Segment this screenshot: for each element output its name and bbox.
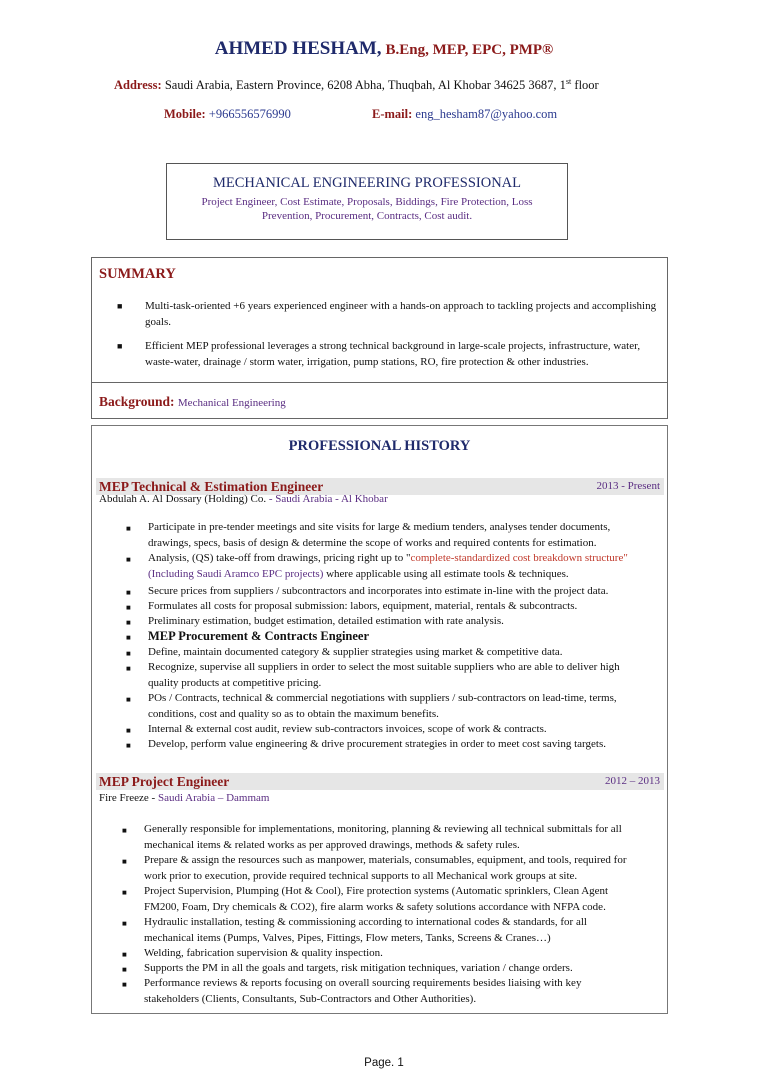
email-label: E-mail:	[372, 107, 413, 121]
company-location: - Saudi Arabia - Al Khobar	[266, 493, 388, 505]
address-value: Saudi Arabia, Eastern Province, 6208 Abha, Thuqbah, Al Khobar 34625 3687, 1	[164, 78, 566, 93]
duty-item: ■ Performance reviews & reports focusing on overall sourcing requirements besides liaising with key stakeholders (Clients, Consultants, Sub-Contractors and Other Authorities).	[122, 977, 582, 1005]
headline-title: MECHANICAL ENGINEERING PROFESSIONAL	[213, 175, 521, 191]
summary-section	[91, 257, 668, 419]
duty-item: ■ Recognize, supervise all suppliers in order to select the most suitable suppliers who are able to deliver high quality products at competitive pricing.	[126, 661, 620, 689]
square-bullet-icon: ■	[126, 649, 131, 658]
duty-item: ■ Prepare & assign the resources such as manpower, materials, consumables, equipment, and tools, required for work prior to execution, provide required technical supports to all Mechanical work groups at site.	[122, 854, 627, 882]
duty-item: ■ Define, maintain documented category & supplier strategies using market & competitive data.	[126, 645, 636, 661]
background-value: Mechanical Engineering	[177, 397, 286, 409]
address-sup: st	[565, 77, 572, 86]
summary-item: ■ Efficient MEP professional leverages a strong technical background in large-scale projects, infrastructure, water, waste-water, drainage / storm water, irrigation, pump stations, RO, fire protection & other industries.	[117, 340, 641, 368]
duty-item: ■ Formulates all costs for proposal submission: labors, equipment, material, rentals & subcontracts.	[126, 599, 636, 615]
role-title: MEP Project Engineer	[99, 774, 230, 789]
address-label: Address:	[114, 78, 162, 93]
square-bullet-icon: ■	[126, 618, 131, 627]
mobile-label: Mobile:	[164, 107, 206, 121]
square-bullet-icon: ■	[126, 603, 131, 612]
background-label: Background:	[99, 394, 175, 409]
square-bullet-icon: ■	[122, 980, 127, 989]
square-bullet-icon: ■	[122, 950, 127, 959]
role-dates: 2012 – 2013	[605, 775, 660, 787]
page-number: Page. 1	[364, 1057, 404, 1069]
role-title: MEP Technical & Estimation Engineer	[99, 479, 324, 494]
square-bullet-icon: ■	[126, 695, 131, 704]
square-bullet-icon: ■	[122, 826, 127, 835]
role-header	[96, 773, 664, 790]
square-bullet-icon: ■	[126, 726, 131, 735]
address-line	[114, 77, 599, 93]
square-bullet-icon: ■	[126, 664, 131, 673]
duty-item: ■ Preliminary estimation, budget estimation, detailed estimation with rate analysis.	[126, 614, 636, 630]
duty-item: ■ Project Supervision, Plumping (Hot & Cool), Fire protection systems (Automatic sprinklers, Clean Agent FM200, Foam, Dry chemicals & CO2), fire alarm works & safety solutions accordance with NFPA code.	[122, 885, 609, 913]
company-line	[99, 792, 269, 804]
square-bullet-icon: ■	[126, 524, 131, 533]
mobile-value[interactable]: +966556576990	[208, 107, 291, 121]
company-separator: -	[148, 792, 158, 804]
headline-tags: Project Engineer, Cost Estimate, Proposals, Biddings, Fire Protection, Loss Prevention, Procurement, Contracts, Cost audit.	[201, 196, 533, 222]
square-bullet-icon: ■	[122, 888, 127, 897]
company-name: Fire Freeze	[99, 792, 149, 804]
divider	[92, 382, 667, 383]
square-bullet-icon: ■	[126, 633, 131, 642]
duty-item: ■ Analysis, (QS) take-off from drawings, pricing right up to "complete-standardized cost breakdown structure" (Including Saudi Aramco EPC projects) where applicable using all estimate tools & techniques.	[126, 552, 628, 580]
summary-item: ■ Multi-task-oriented +6 years experienced engineer with a hands-on approach to tackling projects and accomplishing goals.	[117, 300, 657, 328]
square-bullet-icon: ■	[126, 588, 131, 597]
history-section	[91, 425, 668, 1014]
square-bullet-icon: ■	[117, 301, 123, 311]
contact-line	[164, 107, 664, 122]
address-suffix: floor	[571, 78, 599, 93]
duty-item: ■ Generally responsible for implementations, monitoring, planning & reviewing all technical submittals for all mechanical items & related works as per approved drawings, methods & safety rules.	[122, 823, 622, 851]
background-line	[99, 394, 286, 410]
duty-item: ■ Hydraulic installation, testing & commissioning according to international codes & standards, for all mechanical items (Pumps, Valves, Pipes, Fittings, Flow meters, Tanks, Screens & Cranes…)	[122, 916, 587, 944]
duty-item: ■ MEP Procurement & Contracts Engineer	[126, 629, 636, 645]
company-name: Abdulah A. Al Dossary (Holding) Co.	[99, 493, 267, 505]
duty-item: ■ Supports the PM in all the goals and targets, risk mitigation techniques, variation / change orders.	[122, 961, 632, 977]
name-line	[0, 38, 768, 60]
email-link[interactable]: eng_hesham87@yahoo.com	[415, 107, 558, 121]
square-bullet-icon: ■	[117, 341, 123, 351]
duty-item: ■ Welding, fabrication supervision & quality inspection.	[122, 946, 632, 962]
duty-item: ■ Internal & external cost audit, review sub-contractors invoices, scope of work & contracts.	[126, 722, 636, 738]
headline-box	[166, 163, 568, 240]
square-bullet-icon: ■	[126, 741, 131, 750]
role-dates: 2013 - Present	[596, 480, 660, 492]
square-bullet-icon: ■	[122, 857, 127, 866]
history-title: PROFESSIONAL HISTORY	[288, 438, 471, 454]
duty-item: ■ Participate in pre-tender meetings and site visits for large & medium tenders, analyses tender documents, drawings, specs, basis of design & determine the scope of works and required contents for estimation.	[126, 521, 611, 549]
credentials: B.Eng, MEP, EPC, PMP®	[385, 42, 554, 58]
company-location: Saudi Arabia – Dammam	[157, 792, 270, 804]
company-line	[99, 493, 388, 505]
summary-title: SUMMARY	[99, 266, 176, 282]
square-bullet-icon: ■	[122, 919, 127, 928]
duty-item: ■ Develop, perform value engineering & drive procurement strategies in order to meet cost saving targets.	[126, 737, 636, 753]
duty-item: ■ POs / Contracts, technical & commercial negotiations with suppliers / sub-contractors on lead-time, terms, conditions, cost and quality so as to obtain the maximum benefits.	[126, 692, 617, 720]
duty-item: ■ Secure prices from suppliers / subcontractors and incorporates into estimate in-line with the project data.	[126, 584, 636, 600]
square-bullet-icon: ■	[122, 965, 127, 974]
candidate-name: AHMED HESHAM,	[214, 38, 382, 59]
square-bullet-icon: ■	[126, 555, 131, 564]
